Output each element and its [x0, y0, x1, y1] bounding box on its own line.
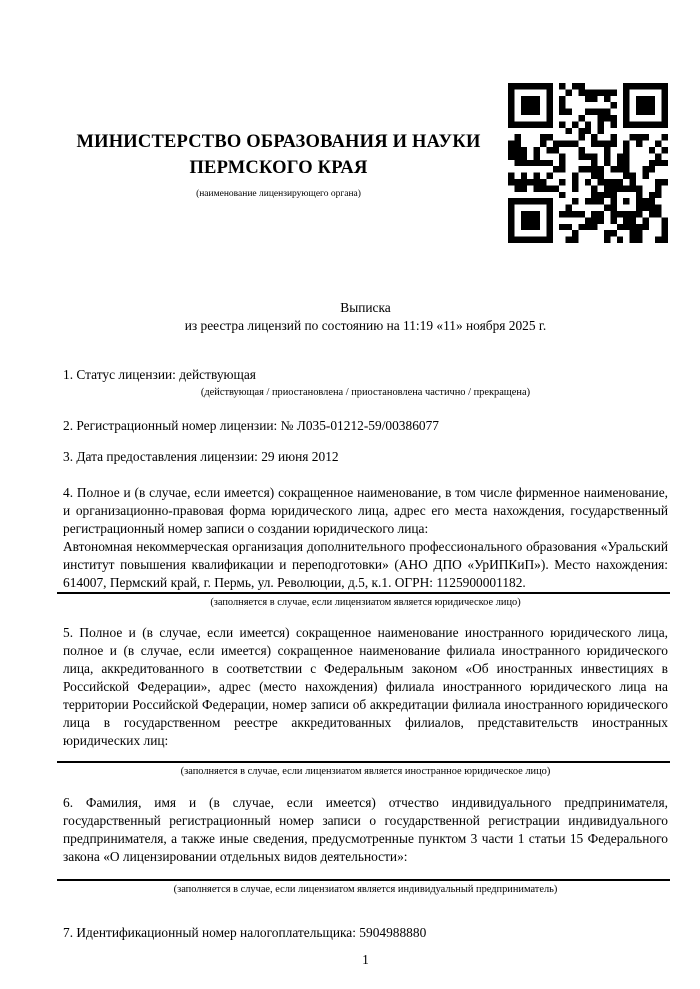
item-individual-entrepreneur-text: 6. Фамилия, имя и (в случае, если имеется) отчество индивидуального предпринимателя, государственный регистрационный номер записи о государственной регистрации индивидуального предпринимателя, а также иные сведения, предусмотренные пунктом 3 части 1 статьи 15 Федерального закона «О лицензировании отдельных видов деятельности»: [63, 795, 668, 864]
item-individual-entrepreneur-caption: (заполняется в случае, если лицензиатом является индивидуальный предприниматель) [173, 884, 558, 895]
item-foreign-entity-text: 5. Полное и (в случае, если имеется) сокращенное наименование иностранного юридического лица, полное и (в случае, если имеется) сокращенное наименование филиала иностранного юридического лица, аккредитованного в соответствии с Федеральным законом «Об иностранных инвестициях в Российской Федерации», адрес (место нахождения) филиала иностранного юридического лица на территории Российской Федерации, номер записи об аккредитации филиала иностранного юридического лица в государственном реестре аккредитованных филиалов, представительств иностранных юридических лиц: [63, 625, 668, 748]
item-legal-entity-caption: (заполняется в случае, если лицензиатом является юридическое лицо) [210, 597, 521, 608]
ministry-caption: (наименование лицензирующего органа) [196, 189, 361, 199]
item-taxpayer-number-text: 7. Идентификационный номер налогоплательщика: 5904988880 [63, 925, 427, 940]
item-foreign-entity-caption: (заполняется в случае, если лицензиатом является иностранное юридическое лицо) [180, 766, 551, 777]
item-license-date-text: 3. Дата предоставления лицензии: 29 июня 2012 [63, 449, 339, 464]
ministry-name-line2: ПЕРМСКОГО КРАЯ [189, 158, 368, 178]
fill-in-line [57, 879, 670, 881]
document-title-line2: из реестра лицензий по состоянию на 11:19 «11» ноября 2025 г. [184, 318, 547, 333]
qr-code-icon [508, 83, 668, 243]
document-header [63, 83, 668, 243]
item-license-date [63, 448, 668, 466]
item-legal-entity-text: 4. Полное и (в случае, если имеется) сокращенное наименование, в том числе фирменное наименование, и организационно-правовая форма юридического лица, адрес его места нахождения, государственный регистрационный номер записи о создании юридического лица: [63, 485, 668, 536]
page-number: 1 [362, 952, 369, 967]
item-license-status-caption: (действующая / приостановлена / приостановлена частично / прекращена) [200, 387, 531, 398]
fill-in-line [57, 592, 670, 594]
item-registration-number-text: 2. Регистрационный номер лицензии: № Л035-01212-59/00386077 [63, 418, 439, 433]
item-license-status [63, 366, 668, 399]
item-license-status-text: 1. Статус лицензии: действующая [63, 367, 256, 382]
item-registration-number [63, 417, 668, 435]
license-items [63, 366, 668, 942]
ministry-name [63, 129, 494, 181]
ministry-name-line1: МИНИСТЕРСТВО ОБРАЗОВАНИЯ И НАУКИ [76, 132, 481, 152]
fill-in-line [57, 761, 670, 763]
document-title-line1: Выписка [340, 300, 391, 315]
item-legal-entity [63, 484, 668, 609]
document-title [63, 299, 668, 335]
item-taxpayer-number [63, 924, 668, 942]
item-individual-entrepreneur [63, 794, 668, 896]
licensing-authority-block [63, 83, 508, 200]
item-legal-entity-value: Автономная некоммерческая организация дополнительного профессионального образования «Уральский институт повышения квалификации и переподготовки» (АНО ДПО «УрИПКиП»). Место нахождения: 614007, Пермский край, г. Пермь, ул. Революции, д.5, к.1. ОГРН: 1125900001182. [63, 539, 668, 590]
item-foreign-entity [63, 624, 668, 778]
